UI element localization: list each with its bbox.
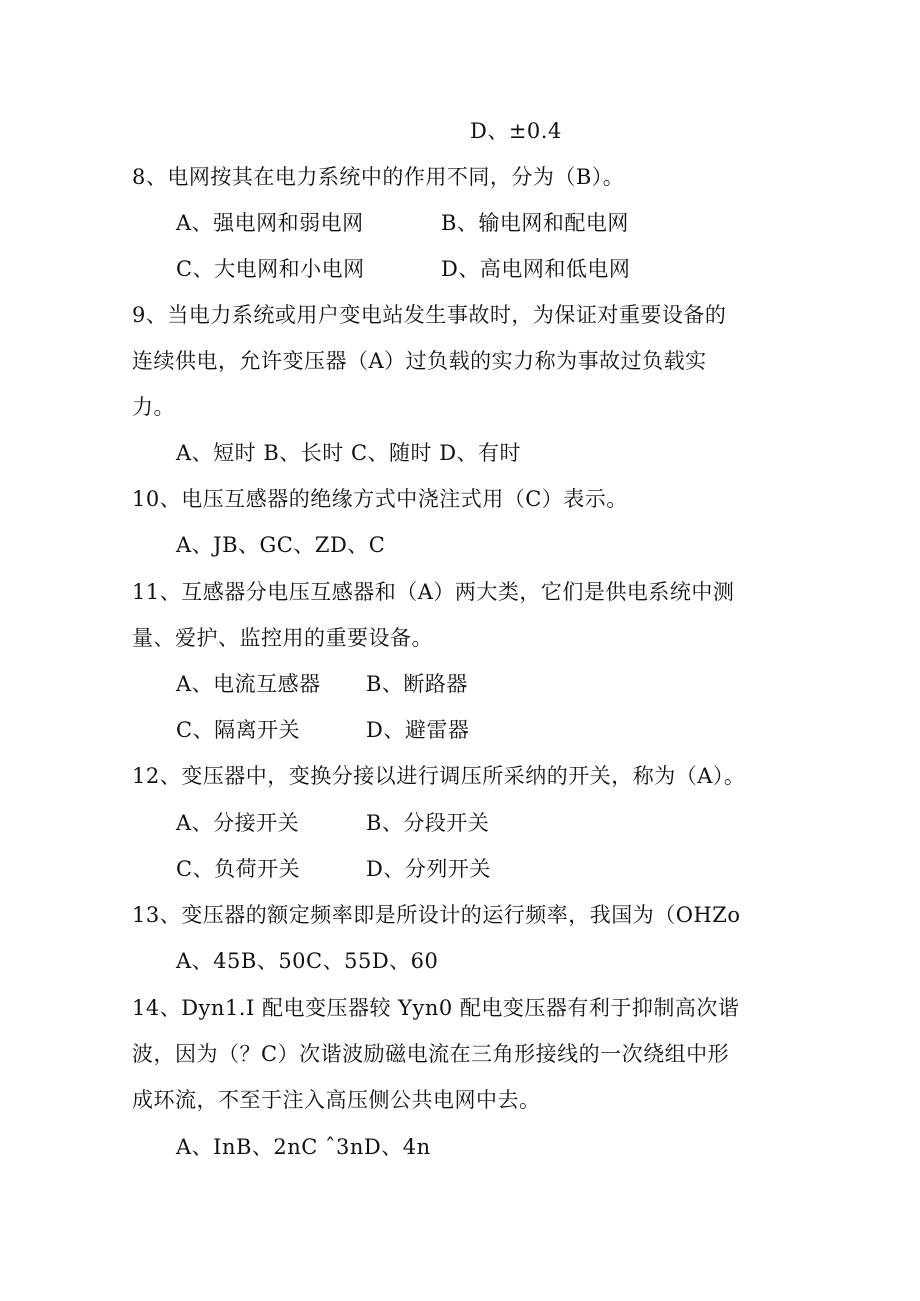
- question-8-options-cd: [176, 254, 630, 284]
- question-14-line-3: 成环流，不至于注入高压侧公共电网中去。: [132, 1088, 541, 1112]
- option-a: A、分接开关: [176, 811, 300, 835]
- option-a: A、电流互感器: [176, 672, 321, 696]
- question-9-line-2: 连续供电，允许变压器（A）过负载的实力称为事故过负载实: [132, 349, 707, 373]
- question-14-options: A、InB、2nC ˆ3nD、4n: [176, 1135, 431, 1159]
- option-d: D、避雷器: [366, 718, 470, 742]
- option-a: A、强电网和弱电网: [176, 211, 364, 235]
- option-b: B、断路器: [366, 672, 468, 696]
- question-12-options-ab: [176, 808, 489, 838]
- option-d-line: D、±0.4: [470, 119, 562, 143]
- question-11-line-1: 11、互感器分电压互感器和（A）两大类，它们是供电系统中测: [132, 580, 735, 604]
- option-b: B、输电网和配电网: [441, 211, 629, 235]
- question-8: 8、电网按其在电力系统中的作用不同，分为（B）。: [132, 165, 625, 189]
- question-9-line-1: 9、当电力系统或用户变电站发生事故时，为保证对重要设备的: [132, 303, 727, 327]
- question-9-options: A、短时 B、长时 C、随时 D、有时: [176, 441, 522, 465]
- question-14-line-2: 波，因为（？C）次谐波励磁电流在三角形接线的一次绕组中形: [132, 1042, 730, 1066]
- question-10-options: A、JB、GC、ZD、C: [176, 533, 386, 557]
- question-12: 12、变压器中，变换分接以进行调压所采纳的开关，称为（A）。: [132, 764, 746, 788]
- question-11-line-2: 量、爱护、监控用的重要设备。: [132, 626, 433, 650]
- option-b: B、分段开关: [366, 811, 490, 835]
- question-12-options-cd: [176, 854, 491, 884]
- option-c: C、负荷开关: [176, 857, 301, 881]
- question-13: 13、变压器的额定频率即是所设计的运行频率，我国为（OHZo: [132, 903, 741, 927]
- option-d: D、分列开关: [366, 857, 491, 881]
- question-10: 10、电压互感器的绝缘方式中浇注式用（C）表示。: [132, 487, 628, 511]
- option-c: C、隔离开关: [176, 718, 301, 742]
- option-d: D、高电网和低电网: [441, 257, 631, 281]
- question-13-options: A、45B、50C、55D、60: [176, 949, 439, 973]
- question-8-options-ab: [176, 208, 629, 238]
- question-14-line-1: 14、Dyn1.I 配电变压器较 Yyn0 配电变压器有利于抑制高次谐: [132, 996, 740, 1020]
- question-11-options-ab: [176, 669, 468, 699]
- question-9-line-3: 力。: [132, 395, 175, 419]
- option-c: C、大电网和小电网: [176, 257, 365, 281]
- question-11-options-cd: [176, 715, 469, 745]
